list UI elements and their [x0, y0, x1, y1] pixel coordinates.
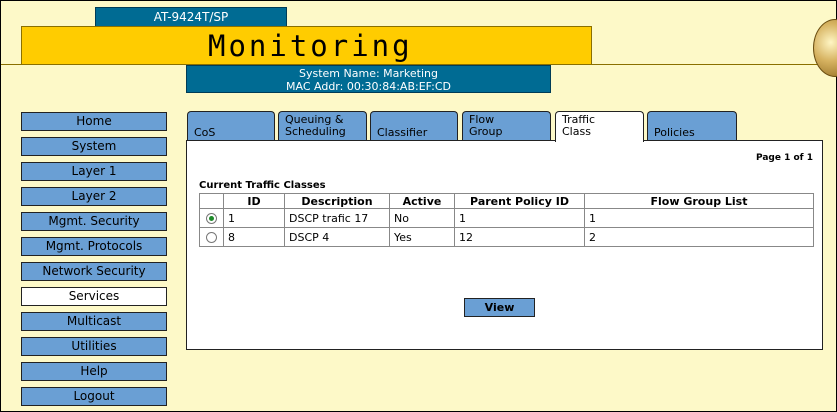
sidebar-item-mgmt-protocols[interactable]: Mgmt. Protocols [21, 237, 167, 256]
tab-policies[interactable] [647, 111, 737, 141]
sidebar-item-home[interactable]: Home [21, 112, 167, 131]
table-row [200, 228, 814, 247]
row-select-radio[interactable] [206, 213, 217, 224]
column-header-description: Description [285, 194, 390, 209]
mac-address: MAC Addr: 00:30:84:AB:EF:CD [286, 80, 451, 93]
tab-label: CoS [194, 126, 216, 139]
sidebar-item-utilities[interactable]: Utilities [21, 337, 167, 356]
globe-logo-icon [813, 19, 837, 77]
sidebar-item-services[interactable]: Services [21, 287, 167, 306]
sidebar-item-help[interactable]: Help [21, 362, 167, 381]
tab-label: Queuing & [285, 113, 344, 126]
page-indicator: Page 1 of 1 [756, 153, 813, 163]
cell-flow-group-list: 1 [585, 209, 814, 228]
sidebar-item-mgmt-security[interactable]: Mgmt. Security [21, 212, 167, 231]
tab-label: Policies [654, 126, 695, 139]
tab-label-line2: Scheduling [285, 125, 346, 138]
row-select-cell [200, 228, 224, 247]
cell-flow-group-list: 2 [585, 228, 814, 247]
tab-label: Traffic [562, 113, 596, 126]
cell-active: Yes [390, 228, 455, 247]
column-header-flow-group-list: Flow Group List [585, 194, 814, 209]
section-title: Current Traffic Classes [199, 180, 326, 191]
system-name: System Name: Marketing [299, 67, 438, 80]
cell-active: No [390, 209, 455, 228]
column-header-parent-policy-id: Parent Policy ID [455, 194, 585, 209]
sidebar-nav [21, 112, 167, 412]
traffic-class-table [199, 193, 814, 247]
sidebar-item-layer-2[interactable]: Layer 2 [21, 187, 167, 206]
tab-flow-group[interactable] [462, 111, 551, 141]
system-info-panel [186, 65, 551, 93]
row-select-radio[interactable] [206, 232, 217, 243]
cell-parent-policy-id: 1 [455, 209, 585, 228]
sidebar-item-multicast[interactable]: Multicast [21, 312, 167, 331]
tab-traffic-class[interactable] [555, 111, 644, 142]
model-label: AT-9424T/SP [95, 7, 287, 27]
sidebar-item-network-security[interactable]: Network Security [21, 262, 167, 281]
tab-classifier[interactable] [370, 111, 458, 141]
tab-label: Flow [469, 113, 495, 126]
view-button[interactable]: View [464, 298, 535, 317]
table-row [200, 209, 814, 228]
tab-cos[interactable] [187, 111, 275, 141]
table-header-row [200, 194, 814, 209]
cell-parent-policy-id: 12 [455, 228, 585, 247]
page-title: Monitoring [208, 29, 413, 63]
cell-id: 8 [224, 228, 285, 247]
sidebar-item-system[interactable]: System [21, 137, 167, 156]
column-header-select [200, 194, 224, 209]
cell-description: DSCP trafic 17 [285, 209, 390, 228]
tab-queuing-scheduling[interactable] [278, 111, 367, 141]
cell-description: DSCP 4 [285, 228, 390, 247]
column-header-id: ID [224, 194, 285, 209]
tab-label-line2: Group [469, 125, 503, 138]
column-header-active: Active [390, 194, 455, 209]
tab-label-line2: Class [562, 125, 591, 138]
tab-label: Classifier [377, 126, 428, 139]
sidebar-item-logout[interactable]: Logout [21, 387, 167, 406]
page-title-bar [21, 26, 592, 65]
cell-id: 1 [224, 209, 285, 228]
row-select-cell [200, 209, 224, 228]
content-panel [186, 140, 823, 350]
sidebar-item-layer-1[interactable]: Layer 1 [21, 162, 167, 181]
